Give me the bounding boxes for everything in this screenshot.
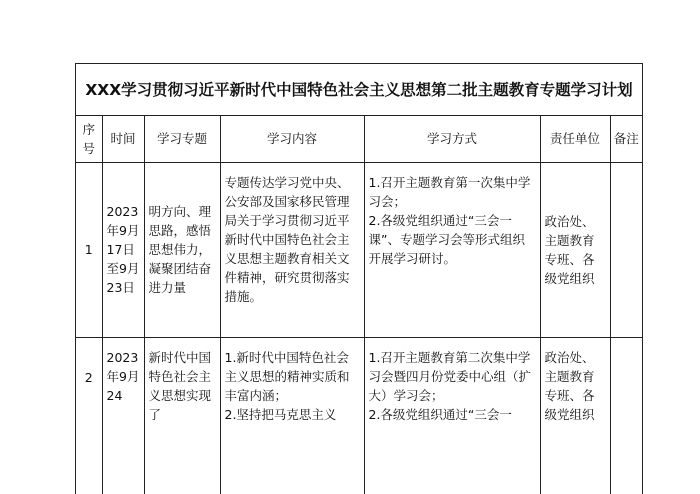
- header-content: 学习内容: [220, 116, 364, 162]
- row-topic: 明方向、理思路，感悟思想伟力，凝聚团结奋进力量: [144, 162, 220, 337]
- row-content: [220, 337, 364, 494]
- study-plan-table: [76, 116, 642, 494]
- header-remark: 备注: [610, 116, 642, 162]
- table-header-row: [76, 116, 642, 162]
- header-unit: 责任单位: [540, 116, 610, 162]
- row-method-item: 1.召开主题教育第二次集中学习会暨四月份党委中心组（扩大）学习会；: [368, 349, 532, 403]
- header-topic: 学习专题: [144, 116, 220, 162]
- row-time: 2023年9月24: [102, 337, 144, 494]
- table-row: [76, 337, 642, 494]
- row-content: 专题传达学习党中央、公安部及国家移民管理局关于学习贯彻习近平新时代中国特色社会主义思想主题教育相关文件精神，研究贯彻落实措施。: [220, 162, 364, 337]
- row-method: [364, 162, 540, 337]
- row-unit: 政治处、主题教育专班、各级党组织: [540, 337, 610, 494]
- document-title: XXX学习贯彻习近平新时代中国特色社会主义思想第二批主题教育专题学习计划: [76, 64, 642, 116]
- table-row: [76, 162, 642, 337]
- row-content-item: 2.坚持把马克思主义: [224, 406, 337, 422]
- header-method: 学习方式: [364, 116, 540, 162]
- row-remark: [610, 162, 642, 337]
- row-time: 2023年9月17日至9月23日: [102, 162, 144, 337]
- row-method-item: 2.各级党组织通过“三会一: [368, 406, 512, 422]
- row-remark: [610, 337, 642, 494]
- row-seq: 1: [76, 162, 102, 337]
- row-method-item: 2.各级党组织通过“三会一课”、专题学习会等形式组织开展学习研讨。: [368, 212, 525, 266]
- row-method: [364, 337, 540, 494]
- row-unit: 政治处、主题教育专班、各级党组织: [540, 162, 610, 337]
- header-time: 时间: [102, 116, 144, 162]
- row-method-item: 1.召开主题教育第一次集中学习会；: [368, 174, 531, 209]
- row-topic: 新时代中国特色社会主义思想实现了: [144, 337, 220, 494]
- header-seq: 序号: [76, 116, 102, 162]
- study-plan-document: [75, 63, 643, 494]
- row-content-item: 1.新时代中国特色社会主义思想的精神实质和丰富内涵；: [224, 349, 350, 403]
- row-seq: 2: [76, 337, 102, 494]
